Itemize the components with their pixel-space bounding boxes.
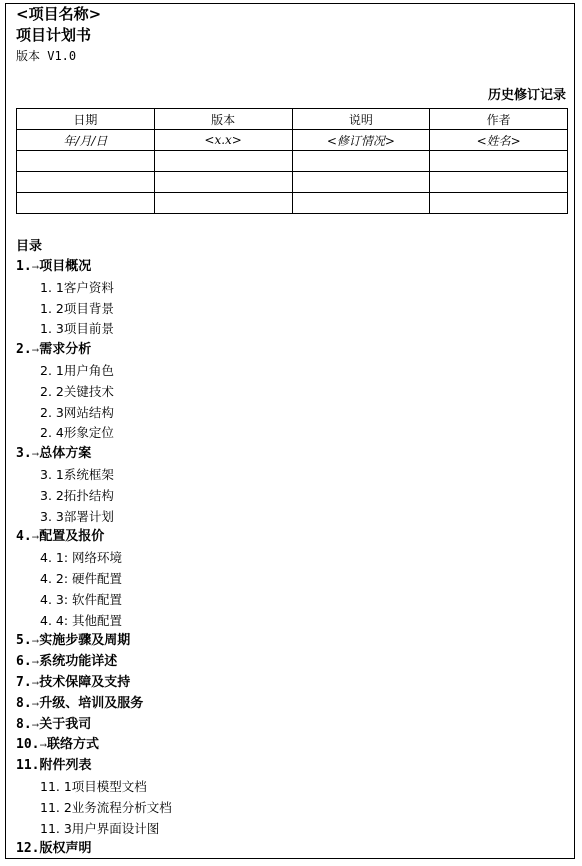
toc-section-label: 项目概况 — [39, 259, 92, 274]
toc-subsection[interactable]: 4. 1: 网络环境 — [40, 550, 123, 566]
cell-empty[interactable] — [430, 172, 568, 193]
document-page — [5, 3, 575, 859]
cell-date[interactable]: 年/月/日 — [17, 130, 155, 151]
revision-history-table — [16, 108, 568, 214]
cell-author[interactable]: <姓名> — [430, 130, 568, 151]
toc-section[interactable] — [16, 715, 566, 736]
project-name: <项目名称> — [16, 5, 102, 23]
toc-section-number: 8. — [16, 716, 32, 732]
toc-subsection[interactable]: 2. 1用户角色 — [40, 362, 114, 378]
toc-section-number: 10. — [16, 737, 40, 753]
toc-subsection[interactable]: 1. 2项目背景 — [40, 300, 114, 316]
column-header-version: 版本 — [154, 109, 292, 130]
toc-subsection[interactable]: 2. 2关键技术 — [40, 383, 114, 399]
toc-section[interactable] — [16, 694, 566, 715]
history-title: 历史修订记录 — [487, 88, 566, 103]
toc-subsection[interactable]: 4. 3: 软件配置 — [40, 591, 123, 607]
table-row — [17, 193, 568, 214]
toc-section[interactable] — [16, 631, 566, 652]
toc-title: 目录 — [16, 239, 43, 254]
cell-description[interactable]: <修订情况> — [292, 130, 430, 151]
toc-section-number: 1. — [16, 259, 32, 274]
toc-section-label: 关于我司 — [39, 716, 92, 732]
tab-arrow-icon: → — [39, 741, 48, 752]
cell-empty[interactable] — [292, 193, 430, 214]
cell-empty[interactable] — [154, 151, 292, 172]
cell-empty[interactable] — [17, 193, 155, 214]
table-row — [17, 151, 568, 172]
toc-section[interactable] — [16, 340, 566, 361]
toc-section-label: 升级、培训及服务 — [39, 695, 144, 711]
cell-empty[interactable] — [430, 193, 568, 214]
tab-arrow-icon: → — [31, 263, 40, 273]
cell-empty[interactable] — [292, 172, 430, 193]
toc-section[interactable] — [16, 673, 566, 694]
table-header-row — [17, 109, 568, 130]
toc-subsection[interactable]: 3. 2拓扑结构 — [40, 487, 114, 503]
tab-arrow-icon: → — [31, 450, 40, 461]
toc-section-label: 技术保障及支持 — [39, 674, 131, 690]
tab-arrow-icon: → — [31, 678, 40, 689]
cell-empty[interactable] — [154, 193, 292, 214]
toc-section-label: 附件列表 — [39, 758, 92, 774]
toc-section-number: 6. — [16, 654, 32, 670]
tab-arrow-icon: → — [31, 720, 40, 731]
toc-subsection[interactable]: 4. 2: 硬件配置 — [40, 570, 123, 586]
toc-section[interactable] — [16, 756, 566, 777]
toc-section-label: 联络方式 — [47, 737, 100, 753]
toc-section-number: 5. — [16, 633, 32, 649]
toc-subsection[interactable]: 1. 1客户资料 — [40, 279, 114, 295]
table-row — [17, 172, 568, 193]
toc-section-number: 12. — [16, 841, 40, 857]
toc-section-label: 实施步骤及周期 — [39, 633, 131, 649]
toc-section[interactable] — [16, 527, 566, 548]
toc-section-label: 版权声明 — [39, 841, 92, 857]
column-header-author: 作者 — [430, 109, 568, 130]
tab-arrow-icon: → — [31, 658, 40, 669]
toc-subsection[interactable]: 11. 2业务流程分析文档 — [40, 799, 172, 815]
tab-arrow-icon: → — [31, 533, 40, 544]
toc-section[interactable] — [16, 839, 566, 860]
toc-section[interactable] — [16, 444, 566, 465]
tab-arrow-icon: → — [31, 699, 40, 710]
toc-subsection[interactable]: 2. 4形象定位 — [40, 425, 114, 441]
cell-empty[interactable] — [17, 151, 155, 172]
document-title: 项目计划书 — [16, 26, 92, 44]
cell-empty[interactable] — [154, 172, 292, 193]
toc-section-label: 总体方案 — [39, 446, 92, 462]
version-label: 版本 V1.0 — [16, 49, 77, 63]
toc-subsection[interactable]: 11. 3用户界面设计图 — [40, 820, 160, 836]
cell-empty[interactable] — [292, 151, 430, 172]
cell-version[interactable]: <x.x> — [154, 130, 292, 151]
tab-arrow-icon: → — [31, 637, 40, 648]
toc-subsection[interactable]: 1. 3项目前景 — [40, 321, 114, 337]
toc-subsection[interactable]: 3. 1系统框架 — [40, 466, 114, 482]
cell-empty[interactable] — [17, 172, 155, 193]
toc-section-label: 配置及报价 — [39, 529, 105, 545]
toc-section-number: 8. — [16, 695, 32, 711]
cell-empty[interactable] — [430, 151, 568, 172]
column-header-date: 日期 — [17, 109, 155, 130]
toc-section-label: 需求分析 — [39, 342, 92, 358]
toc-section[interactable] — [16, 735, 566, 756]
toc-section-number: 11. — [16, 758, 40, 774]
toc-section-label: 系统功能详述 — [39, 654, 118, 670]
toc-section[interactable] — [16, 652, 566, 673]
toc-section-number: 4. — [16, 529, 32, 545]
table-row — [17, 130, 568, 151]
tab-arrow-icon: → — [31, 346, 40, 357]
toc-subsection[interactable]: 4. 4: 其他配置 — [40, 612, 123, 628]
toc-section[interactable] — [16, 257, 566, 278]
table-of-contents — [16, 236, 566, 860]
toc-section-number: 7. — [16, 674, 32, 690]
toc-section-number: 3. — [16, 446, 32, 462]
column-header-description: 说明 — [292, 109, 430, 130]
toc-subsection[interactable]: 3. 3部署计划 — [40, 508, 114, 524]
toc-list — [16, 257, 566, 860]
toc-subsection[interactable]: 11. 1项目模型文档 — [40, 778, 147, 794]
toc-section-number: 2. — [16, 342, 32, 358]
toc-subsection[interactable]: 2. 3网站结构 — [40, 404, 114, 420]
